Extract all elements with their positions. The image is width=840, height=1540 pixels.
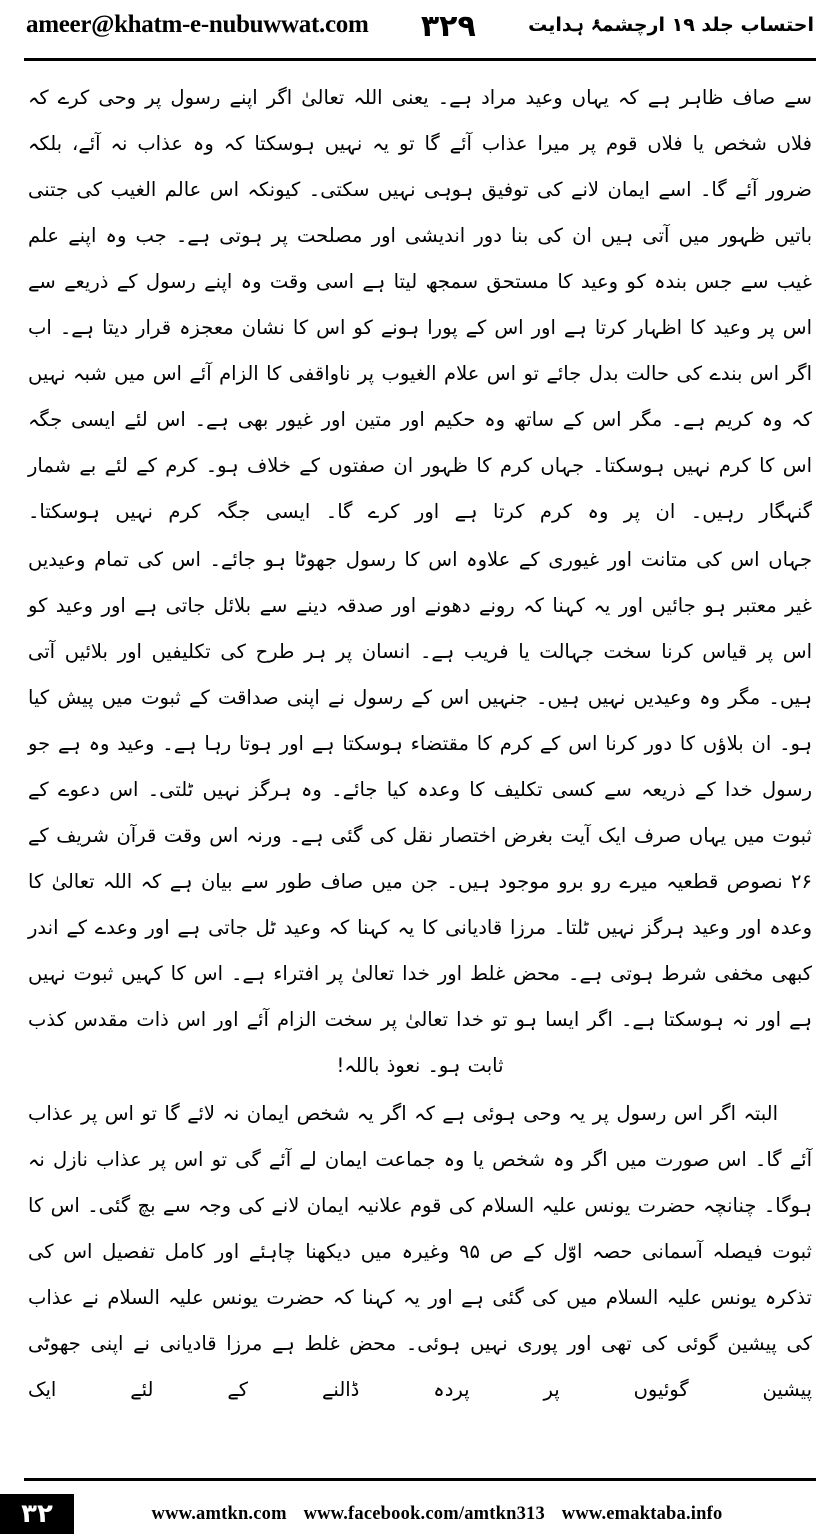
header-issue-number: ۳۲۹ — [420, 9, 476, 44]
footer-link-emaktaba[interactable]: www.emaktaba.info — [561, 1503, 723, 1524]
footer-link-facebook[interactable]: www.facebook.com/amtkn313 — [303, 1503, 545, 1524]
body-paragraph: البتہ اگر اس رسول پر یہ وحی ہوئی ہے کہ اگر یہ شخص ایمان نہ لائے گا تو اس پر عذاب آئے گا۔ اس صورت میں اگر وہ شخص یا وہ جماعت ایمان لے آئے گی تو اس پر عذاب نازل نہ ہوگا۔ چنانچہ حضرت یونس علیہ السلام کی قوم علانیہ ایمان لانے کی وجہ سے بچ گئی۔ اس کا ثبوت فیصلہ آسمانی حصہ اوّل کے ص ۹۵ وغیرہ میں دیکھنا چاہئے اور کامل تفصیل اس کی تذکرہ یونس علیہ السلام میں کی گئی ہے اور یہ کہنا کہ حضرت یونس علیہ السلام نے عذاب کی پیشین گوئی کی تھی اور پوری نہیں ہوئی۔ محض غلط ہے مرزا قادیانی نے اپنی جھوٹی پیشین گوئیوں پر پردہ ڈالنے کے لئے ایک — [28, 1102, 812, 1401]
page-number: ۳۲ — [0, 1494, 74, 1534]
page-header — [0, 0, 840, 52]
header-email: ameer@khatm-e-nubuwwat.com — [26, 11, 369, 38]
body-paragraph: سے صاف ظاہر ہے کہ یہاں وعید مراد ہے۔ یعنی اللہ تعالیٰ اگر اپنے رسول پر وحی کرے کہ فلاں شخص یا فلاں قوم پر میرا عذاب آئے گا تو یہ نہیں ہوسکتا کہ وہ عذاب نہ آئے، بلکہ ضرور آئے گا۔ اسے ایمان لانے کی توفیق ہوہی نہیں سکتی۔ کیونکہ اس عالم الغیب کی جتنی باتیں ظہور میں آتی ہیں ان کی بنا دور اندیشی اور مصلحت پر ہوتی ہے۔ جب وہ اپنے علم غیب سے جس بندہ کو وعید کا مستحق سمجھ لیتا ہے اسی وقت وہ اپنے رسول کے ذریعے سے اس پر وعید کا اظہار کرتا ہے اور اس کے پورا ہونے کو اس کا نشان معجزہ قرار دیتا ہے۔ اب اگر اس بندے کی حالت بدل جائے تو اس علام الغیوب پر ناواقفی کا الزام آئے اس میں شبہ نہیں کہ وہ کریم ہے۔ مگر اس کے ساتھ وہ حکیم اور متین اور غیور بھی ہے۔ اس لئے ایسی جگہ اس کا کرم نہیں ہوسکتا۔ جہاں کرم کا ظہور ان صفتوں کے خلاف ہو۔ کرم کے لئے بے شمار گنہگار رہیں۔ ان پر وہ کرم کرتا ہے اور کرے گا۔ ایسی جگہ کرم نہیں ہوسکتا۔ — [28, 86, 812, 523]
footer-divider — [24, 1478, 816, 1481]
page-footer — [0, 1478, 840, 1540]
body-paragraph: جہاں اس کی متانت اور غیوری کے علاوہ اس کا رسول جھوٹا ہو جائے۔ اس کی تمام وعیدیں غیر معتبر ہو جائیں اور یہ کہنا کہ رونے دھونے اور صدقہ دینے سے بلائل جاتی ہے اور وعید کو اس پر قیاس کرنا سخت جہالت یا فریب ہے۔ انسان پر ہر طرح کی تکلیفیں اور بلائیں آتی ہیں۔ مگر وہ وعیدیں نہیں ہیں۔ جنہیں اس کے رسول نے اپنی صداقت کے ثبوت میں پیش کیا ہو۔ ان بلاؤں کا دور کرنا اس کے کرم کا مقتضاء ہوسکتا ہے اور ہوتا رہا ہے۔ وعید وہ ہے جو رسول خدا کے ذریعہ سے کسی تکلیف کا وعدہ کیا جائے۔ وہ ہرگز نہیں ٹلتی۔ اس دعوے کے ثبوت میں یہاں صرف ایک آیت بغرض اختصار نقل کی گئی ہے۔ ورنہ اس وقت قرآن شریف کے ۲۶ نصوص قطعیہ میرے رو برو موجود ہیں۔ جن میں صاف طور سے بیان ہے کہ اللہ تعالیٰ کا وعدہ اور وعید ہرگز نہیں ٹلتا۔ مرزا قادیانی کا یہ کہنا کہ وعید ٹل جاتی ہے اور وعدے کے اندر کبھی مخفی شرط ہوتی ہے۔ محض غلط اور خدا تعالیٰ پر افتراء ہے۔ اس کا کہیں ثبوت نہیں ہے اور نہ ہوسکتا ہے۔ اگر ایسا ہو تو خدا تعالیٰ پر سخت الزام آئے اور اس ذات مقدس کذب ثابت ہو۔ نعوذ باللہ! — [28, 548, 812, 1077]
header-title: احتساب جلد ۱۹ ارچشمۂ ہدایت — [528, 14, 814, 36]
page-content — [0, 61, 840, 1413]
footer-links — [74, 1504, 840, 1525]
footer-link-amtkn[interactable]: www.amtkn.com — [151, 1503, 287, 1524]
